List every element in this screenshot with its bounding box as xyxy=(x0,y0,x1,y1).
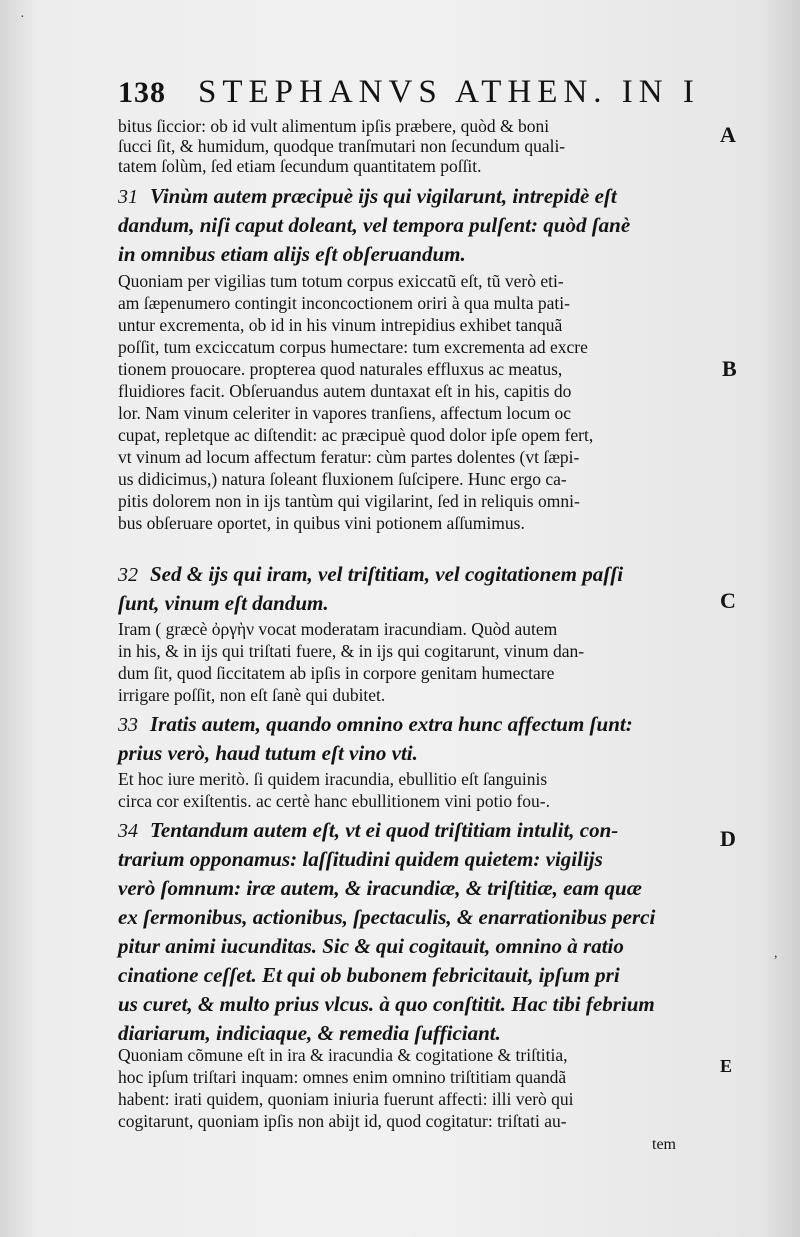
aphorism-line: cinatione ceſſet. Et qui ob bubonem febricitauit, ipſum pri xyxy=(118,963,620,987)
text-line: us didicimus,) natura ſoleant fluxionem ſuſcipere. Hunc ergo ca- xyxy=(118,469,567,489)
text-line: Quoniam cõmune eſt in ira & iracundia & cogitatione & triſtitia, xyxy=(118,1045,568,1065)
margin-letter-e: E xyxy=(720,1056,733,1076)
text-line: irrigare poſſit, non eſt ſanè qui dubitet. xyxy=(118,685,386,705)
commentary-block-4 xyxy=(118,768,714,812)
aphorism-34 xyxy=(118,816,714,1048)
aphorism-line: ſunt, vinum eſt dandum. xyxy=(118,591,329,615)
margin-letter-c: C xyxy=(720,588,736,613)
text-line: dum ſit, quod ſiccitatem ab ipſis in corpore genitam humectare xyxy=(118,663,555,683)
text-line: Et hoc iure meritò. ſi quidem iracundia, ebullitio eſt ſanguinis xyxy=(118,769,548,789)
aphorism-33 xyxy=(118,710,714,768)
text-line: habent: irati quidem, quoniam iniuria fuerunt affecti: illi verò qui xyxy=(118,1089,574,1109)
text-line: vt vinum ad locum affectum feratur: cùm partes dolentes (vt ſæpi- xyxy=(118,447,580,467)
text-line: bitus ſiccior: ob id vult alimentum ipſis præbere, quòd & boni xyxy=(118,116,550,136)
aphorism-line: diariarum, indiciaque, & remedia ſufficiant. xyxy=(118,1021,501,1045)
text-line: bus obſeruare oportet, in quibus vini potionem aſſumimus. xyxy=(118,513,525,533)
text-line: untur excrementa, ob id in his vinum intrepidius exhibet tanquã xyxy=(118,315,563,335)
aphorism-line: 31 Vinùm autem præcipuè ijs qui vigilarunt, intrepidè eſt xyxy=(118,184,617,208)
running-head: STEPHANVS ATHEN. IN I xyxy=(198,74,700,110)
aphorism-line: trarium opponamus: laſſitudini quidem quietem: vigilijs xyxy=(118,847,603,871)
aphorism-line: in omnibus etiam alijs eſt obſeruandum. xyxy=(118,242,466,266)
text-line: ſucci ſit, & humidum, quodque tranſmutari non ſecundum quali- xyxy=(118,136,566,156)
text-line: circa cor exiſtentis. ac certè hanc ebullitionem vini potio fou-. xyxy=(118,791,550,811)
margin-letter-a: A xyxy=(720,122,736,147)
aphorism-number: 32 xyxy=(118,564,138,586)
aphorism-line: verò ſomnum: iræ autem, & iracundiæ, & triſtitiæ, eam quæ xyxy=(118,876,642,900)
text-line: Quoniam per vigilias tum totum corpus exiccatũ eſt, tũ verò eti- xyxy=(118,271,564,291)
aphorism-32 xyxy=(118,560,714,618)
paper-speck: , xyxy=(774,946,778,961)
text-line: fluidiores facit. Obſeruandus autem duntaxat eſt in his, capitis do xyxy=(118,381,572,401)
text-line: tionem prouocare. propterea quod naturales effluxus ac meatus, xyxy=(118,359,563,379)
catchword: tem xyxy=(652,1136,676,1153)
aphorism-line: ex ſermonibus, actionibus, ſpectaculis, & enarrationibus perci xyxy=(118,905,656,929)
text-line: poſſit, tum exciccatum corpus humectare: tum excrementa ad excre xyxy=(118,337,588,357)
aphorism-number: 34 xyxy=(118,820,138,842)
aphorism-31 xyxy=(118,182,714,269)
page-header xyxy=(118,74,700,114)
text-line: Iram ( græcè ὀργὴν vocat moderatam iracundiam. Quòd autem xyxy=(118,619,558,639)
aphorism-line: 32 Sed & ijs qui iram, vel triſtitiam, vel cogitationem paſſi xyxy=(118,562,624,586)
text-line: cogitarunt, quoniam ipſis non abijt id, quod cogitatur: triſtati au- xyxy=(118,1111,567,1131)
text-line: in his, & in ijs qui triſtati fuere, & in ijs qui cogitarunt, vinum dan- xyxy=(118,641,585,661)
commentary-block-3 xyxy=(118,618,714,706)
commentary-block-5 xyxy=(118,1044,714,1132)
text-line: pitis dolorem non in ijs tantùm qui vigilarint, ſed in reliquis omni- xyxy=(118,491,580,511)
text-line: cupat, repletque ac diſtendit: ac præcipuè quod dolor ipſe opem fert, xyxy=(118,425,594,445)
aphorism-number: 33 xyxy=(118,714,138,736)
margin-letter-b: B xyxy=(722,356,737,381)
commentary-block-2 xyxy=(118,270,714,534)
aphorism-number: 31 xyxy=(118,186,138,208)
aphorism-line: 33 Iratis autem, quando omnino extra hunc affectum ſunt: xyxy=(118,712,633,736)
aphorism-line: dandum, niſi caput doleant, vel tempora pulſent: quòd ſanè xyxy=(118,213,631,237)
aphorism-line: prius verò, haud tutum eſt vino vti. xyxy=(118,741,418,765)
paper-speck: · xyxy=(20,10,25,25)
text-line: hoc ipſum triſtari inquam: omnes enim omnino triſtitiam quandã xyxy=(118,1067,567,1087)
aphorism-line: pitur animi iucunditas. Sic & qui cogitauit, omnino à ratio xyxy=(118,934,624,958)
text-line: tatem ſolùm, ſed etiam ſecundum quantitatem poſſit. xyxy=(118,156,482,176)
margin-letter-d: D xyxy=(720,826,736,851)
commentary-block-1 xyxy=(118,116,714,176)
text-line: am ſæpenumero contingit inconcoctionem oriri à qua multa pati- xyxy=(118,293,570,313)
aphorism-line: us curet, & multo prius vlcus. à quo conſtitit. Hac tibi febrium xyxy=(118,992,655,1016)
aphorism-line: 34 Tentandum autem eſt, vt ei quod triſtitiam intulit, con- xyxy=(118,818,619,842)
page-number: 138 xyxy=(118,76,166,109)
text-line: lor. Nam vinum celeriter in vapores tranſiens, affectum locum oc xyxy=(118,403,572,423)
